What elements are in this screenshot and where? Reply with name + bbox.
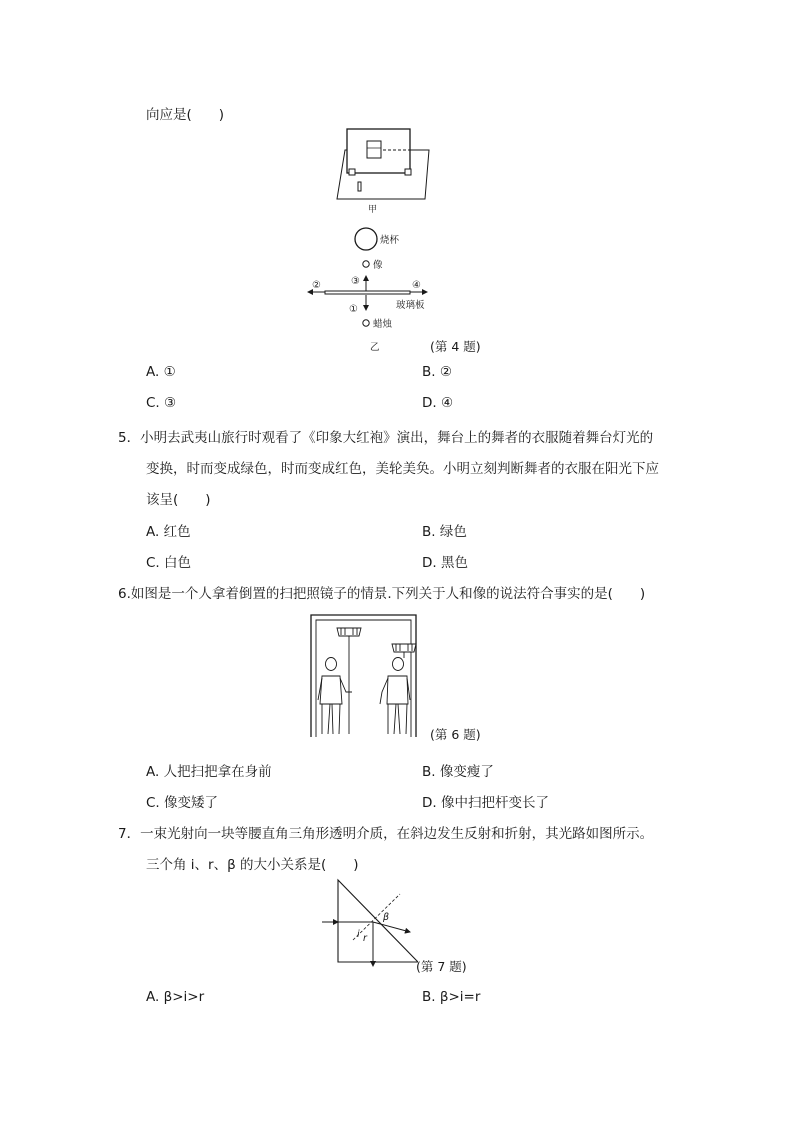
q5-line1: 5．小明去武夷山旅行时观看了《印象大红袍》演出，舞台上的舞者的衣服随着舞台灯光的	[118, 430, 654, 446]
q7-caption: (第 7 题)	[416, 959, 467, 974]
q4-figure-jia	[325, 124, 435, 216]
support-right	[405, 169, 411, 175]
q6-option-d[interactable]: D. 像中扫把杆变长了	[422, 795, 549, 811]
q4-option-c[interactable]: C. ③	[146, 395, 177, 411]
label-beta: β	[383, 912, 390, 923]
label-n1: ①	[349, 304, 358, 315]
candle-dot	[363, 320, 369, 326]
q4-option-a[interactable]: A. ①	[146, 364, 176, 380]
q4-stem-tail: 向应是( )	[146, 107, 225, 123]
reflection-person-icon	[380, 658, 410, 735]
label-image: 像	[373, 260, 383, 271]
fig-yi-label: 乙	[370, 342, 380, 353]
label-n3: ③	[351, 276, 360, 287]
q6-option-b[interactable]: B. 像变瘦了	[422, 764, 494, 780]
q4-option-d[interactable]: D. ④	[422, 395, 454, 411]
label-i: i	[357, 929, 360, 940]
q4-caption: (第 4 题)	[430, 339, 481, 354]
q5-option-c[interactable]: C. 白色	[146, 555, 192, 571]
image-dot	[363, 261, 369, 267]
q5-line2: 变换，时而变成绿色，时而变成红色，美轮美奂。小明立刻判断舞者的衣服在阳光下应	[146, 461, 659, 477]
q7-line1: 7．一束光射向一块等腰直角三角形透明介质，在斜边发生反射和折射，其光路如图所示。	[118, 826, 654, 842]
label-glass: 玻璃板	[396, 300, 425, 311]
label-n4: ④	[412, 280, 421, 291]
person-icon	[318, 658, 352, 735]
candle-icon	[358, 182, 361, 191]
q6-line1: 6.如图是一个人拿着倒置的扫把照镜子的情景.下列关于人和像的说法符合事实的是( )	[118, 586, 646, 602]
q5-option-d[interactable]: D. 黑色	[422, 555, 468, 571]
reflection-broom-icon	[392, 644, 416, 658]
q7-figure-prism	[318, 878, 418, 970]
q5-line3: 该呈( )	[146, 492, 211, 508]
fig-jia-label: 甲	[368, 205, 378, 215]
beaker-circle	[355, 228, 377, 250]
label-candle: 蜡烛	[373, 319, 393, 330]
q7-line2: 三个角 i、r、β 的大小关系是( )	[146, 857, 359, 873]
prism-triangle	[338, 880, 418, 962]
label-r: r	[363, 933, 367, 944]
q5-option-b[interactable]: B. 绿色	[422, 524, 467, 540]
label-n2: ②	[312, 280, 321, 291]
q6-option-c[interactable]: C. 像变矮了	[146, 795, 219, 811]
q6-option-a[interactable]: A. 人把扫把拿在身前	[146, 764, 272, 780]
glass-plate-top-view	[325, 291, 410, 294]
q7-option-b[interactable]: B. β>i=r	[422, 989, 481, 1005]
label-beaker: 烧杯	[380, 235, 400, 246]
beaker-icon	[367, 141, 381, 158]
support-left	[349, 169, 355, 175]
q7-option-a[interactable]: A. β>i>r	[146, 989, 205, 1005]
q6-figure-mirror	[308, 612, 430, 738]
q4-option-b[interactable]: B. ②	[422, 364, 452, 380]
q5-option-a[interactable]: A. 红色	[146, 524, 191, 540]
q6-caption: (第 6 题)	[430, 727, 481, 742]
q4-figure-yi	[300, 226, 450, 356]
